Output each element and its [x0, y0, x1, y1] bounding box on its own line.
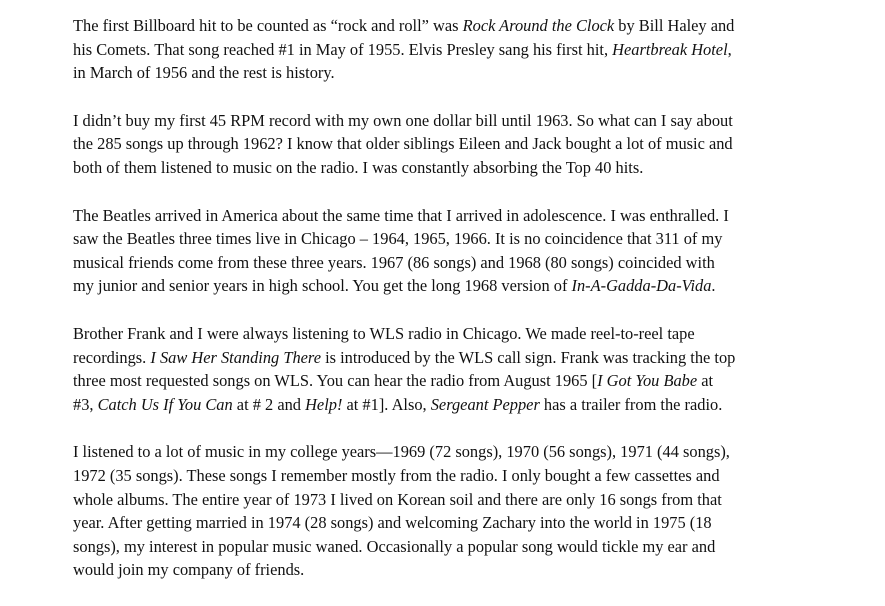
- text-run: recordings.: [73, 347, 151, 367]
- song-title: I Saw Her Standing There: [150, 347, 321, 367]
- text-line: [73, 156, 818, 180]
- text-line: [73, 109, 818, 133]
- text-run: ,: [727, 39, 732, 59]
- song-title: Sergeant Pepper: [430, 394, 540, 414]
- text-run: The Beatles arrived in America about the same time that I arrived in adolescence. I was enthralled. I: [73, 205, 729, 225]
- paragraph: [73, 440, 818, 582]
- text-line: [73, 558, 818, 582]
- text-line: [73, 132, 818, 156]
- text-line: [73, 204, 818, 228]
- text-run: whole albums. The entire year of 1973 I lived on Korean soil and there are only 16 songs from that: [73, 489, 722, 509]
- paragraph: [73, 322, 818, 416]
- text-line: [73, 14, 818, 38]
- text-line: [73, 511, 818, 535]
- text-run: I didn’t buy my first 45 RPM record with my own one dollar bill until 1963. So what can I say about: [73, 110, 733, 130]
- text-line: [73, 464, 818, 488]
- text-run: at: [697, 371, 714, 391]
- text-run: the 285 songs up through 1962? I know that older siblings Eileen and Jack bought a lot of music and: [73, 134, 733, 154]
- text-run: saw the Beatles three times live in Chicago – 1964, 1965, 1966. It is no coincidence that 311 of my: [73, 229, 723, 249]
- text-line: [73, 227, 818, 251]
- text-run: Brother Frank and I were always listening to WLS radio in Chicago. We made reel-to-reel tape: [73, 323, 695, 343]
- song-title: Help!: [305, 394, 343, 414]
- text-run: at # 2 and: [232, 394, 306, 414]
- paragraph: [73, 14, 818, 85]
- text-run: would join my company of friends.: [73, 560, 305, 580]
- text-run: .: [711, 276, 716, 296]
- text-run: year. After getting married in 1974 (28 songs) and welcoming Zachary into the world in 1975 (18: [73, 513, 712, 533]
- text-line: [73, 251, 818, 275]
- song-title: Catch Us If You Can: [97, 394, 233, 414]
- text-run: in March of 1956 and the rest is history.: [73, 63, 335, 83]
- text-line: [73, 38, 818, 62]
- text-run: is introduced by the WLS call sign. Frank was tracking the top: [320, 347, 736, 367]
- song-title: Heartbreak Hotel: [612, 39, 728, 59]
- text-run: at #1]. Also,: [342, 394, 431, 414]
- text-line: [73, 61, 818, 85]
- text-line: [73, 346, 818, 370]
- song-title: I Got You Babe: [597, 371, 698, 391]
- text-run: #3,: [73, 394, 98, 414]
- text-line: [73, 369, 818, 393]
- text-line: [73, 488, 818, 512]
- text-line: [73, 322, 818, 346]
- text-line: [73, 393, 818, 417]
- document-body: [73, 14, 818, 606]
- paragraph: [73, 109, 818, 180]
- song-title: In-A-Gadda-Da-Vida: [571, 276, 712, 296]
- text-run: by Bill Haley and: [614, 16, 735, 35]
- text-run: has a trailer from the radio.: [539, 394, 723, 414]
- text-run: his Comets. That song reached #1 in May of 1955. Elvis Presley sang his first hit,: [73, 39, 613, 59]
- text-run: I listened to a lot of music in my college years—1969 (72 songs), 1970 (56 songs), 1971 (44 songs),: [73, 442, 730, 462]
- text-run: The first Billboard hit to be counted as “rock and roll” was: [73, 16, 463, 35]
- text-run: both of them listened to music on the radio. I was constantly absorbing the Top 40 hits.: [73, 157, 644, 177]
- text-run: my junior and senior years in high school. You get the long 1968 version of: [73, 276, 572, 296]
- text-run: 1972 (35 songs). These songs I remember mostly from the radio. I only bought a few cassettes and: [73, 465, 720, 485]
- text-line: [73, 440, 818, 464]
- song-title: Rock Around the Clock: [462, 16, 615, 35]
- text-line: [73, 535, 818, 559]
- text-line: [73, 274, 818, 298]
- text-run: musical friends come from these three years. 1967 (86 songs) and 1968 (80 songs) coincided with: [73, 252, 715, 272]
- text-run: three most requested songs on WLS. You can hear the radio from August 1965 [: [73, 371, 598, 391]
- paragraph: [73, 204, 818, 298]
- text-run: songs), my interest in popular music waned. Occasionally a popular song would tickle my ear and: [73, 536, 716, 556]
